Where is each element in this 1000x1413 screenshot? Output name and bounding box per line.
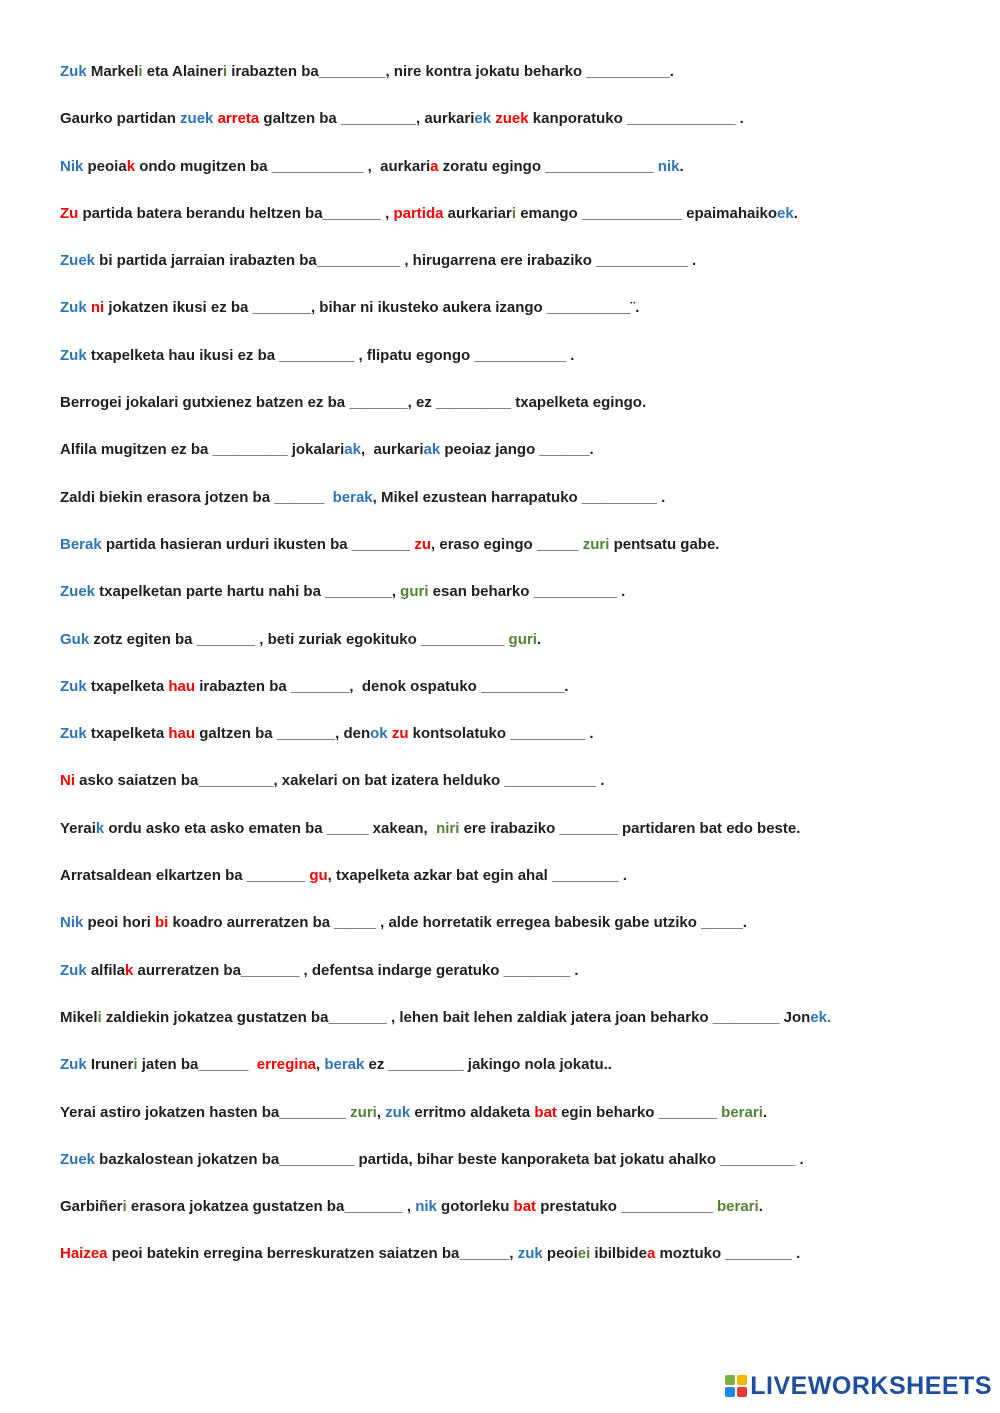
sentence-segment: Berak (60, 535, 102, 553)
sentence-segment: erasora jokatzea gustatzen ba_______ , (126, 1198, 416, 1216)
sentence-segment: Arratsaldean elkartzen ba _______ (60, 867, 310, 885)
sentence-segment: berari (717, 1198, 759, 1216)
sentence-segment: , (315, 1056, 325, 1074)
sentence-segment: txapelketa (86, 725, 169, 743)
sentence-segment: , txapelketa azkar bat egin ahal ________ . (327, 867, 627, 885)
sentence-segment: nik (657, 157, 680, 175)
sentence-segment: ei (577, 1245, 591, 1263)
sentence-segment: Iruner (86, 1056, 134, 1074)
sentence-segment: , (376, 1103, 386, 1121)
sentence-segment: eta Alainer (142, 63, 223, 80)
sentence-segment: Nik (60, 914, 84, 932)
sentence-segment: Guk (60, 630, 90, 648)
sentence-segment: txapelketa hau ikusi ez ba _________ , flipatu egongo ___________ . (86, 346, 575, 364)
sentence-segment: zoratu egingo _____________ (438, 157, 658, 175)
sentence-segment: egin beharko _______ (556, 1103, 722, 1121)
sentence-segment: ni (90, 299, 105, 317)
sentence-segment: peoi batekin erregina berreskuratzen saiatzen ba______, (107, 1245, 518, 1263)
sentence-segment: Ni (60, 772, 75, 790)
sentence-segment: Garbiñer (60, 1198, 123, 1216)
sentence-segment: peoiaz jango ______. (440, 441, 594, 459)
logo-icon-square (725, 1387, 735, 1397)
sentence-segment: . (762, 1103, 768, 1121)
sentence-segment: ez _________ jakingo nola jokatu.. (364, 1056, 612, 1074)
sentence-segment: zuek (495, 110, 529, 128)
sentence-segment: zu (414, 535, 432, 553)
sentence-line (60, 1197, 960, 1244)
sentence-segment: Nik (60, 157, 84, 175)
sentence-segment: Yerai astiro jokatzen hasten ba________ (60, 1103, 351, 1121)
sentence-line (60, 1055, 960, 1102)
sentence-line (60, 393, 960, 440)
sentence-segment: bazkalostean jokatzen ba_________ partida, bihar beste kanporaketa bat jokatu ahalko _________ . (95, 1150, 804, 1168)
sentence-segment: erregina (256, 1056, 316, 1074)
sentence-line (60, 819, 960, 866)
sentence-segment: i (222, 63, 228, 80)
sentence-segment: ok (370, 725, 388, 743)
sentence-segment: zotz egiten ba _______ , beti zuriak egokituko __________ (89, 630, 509, 648)
sentence-segment: Yerai (60, 819, 96, 837)
sentence-line (60, 1008, 960, 1055)
sentence-segment: zu (391, 725, 409, 743)
sentence-segment: esan beharko __________ . (428, 583, 626, 601)
sentence-segment: Gaurko partidan (60, 110, 181, 128)
sentence-segment: k (126, 157, 136, 175)
logo-icon-square (737, 1387, 747, 1397)
sentence-segment: aurreratzen ba_______ , defentsa indarge geratuko ________ . (133, 961, 579, 979)
sentence-segment: Zaldi biekin erasora jotzen ba ______ (60, 488, 333, 506)
sentence-segment: irabazten ba________, nire kontra jokatu beharko __________. (227, 63, 674, 80)
sentence-segment: zuri (582, 535, 610, 553)
sentence-segment: bat (513, 1198, 537, 1216)
sentence-line (60, 630, 960, 677)
sentence-segment: gotorleku (436, 1198, 514, 1216)
sentence-segment: berari (721, 1103, 763, 1121)
sentence-segment: Zuek (60, 583, 96, 601)
sentence-segment: guri (400, 583, 429, 601)
sentence-line (60, 1244, 960, 1291)
sentence-segment: Zuk (60, 725, 87, 743)
sentence-segment: Berrogei jokalari gutxienez batzen ez ba _______, ez _________ txapelketa egingo. (60, 394, 647, 412)
sentence-segment: irabazten ba _______, denok ospatuko __________. (195, 677, 569, 695)
sentence-segment: , aurkari (360, 441, 424, 459)
sentence-line (60, 62, 960, 109)
sentence-segment: Zuek (60, 1150, 96, 1168)
sentence-segment: a (646, 1245, 656, 1263)
sentence-segment: Zuk (60, 63, 87, 80)
sentence-segment: Zuk (60, 961, 87, 979)
sentence-line (60, 1150, 960, 1197)
sentence-segment: erritmo aldaketa (410, 1103, 535, 1121)
sentence-segment: arreta (217, 110, 260, 128)
sentence-segment: Zuk (60, 299, 87, 317)
sentence-segment: ere irabaziko _______ partidaren bat edo beste. (459, 819, 801, 837)
sentence-segment: aurkariar (443, 204, 512, 222)
sentence-line (60, 913, 960, 960)
sentence-segment: asko saiatzen ba_________, xakelari on bat izatera helduko ___________ . (75, 772, 605, 790)
sentence-segment: moztuko ________ . (655, 1245, 801, 1263)
sentence-segment: k (95, 819, 105, 837)
sentence-segment: Zuk (60, 1056, 87, 1074)
sentence-line (60, 488, 960, 535)
sentence-line (60, 582, 960, 629)
sentence-line (60, 204, 960, 251)
sentence-segment: txapelketa (86, 677, 169, 695)
sentence-segment: galtzen ba _______, den (195, 725, 371, 743)
sentence-segment: zuri (350, 1103, 377, 1121)
sentence-segment: berak (324, 1056, 365, 1074)
sentence-segment: Zuk (60, 346, 87, 364)
sentence-segment: partida hasieran urduri ikusten ba _______ (101, 535, 415, 553)
sentence-line (60, 251, 960, 298)
sentence-segment: txapelketan parte hartu nahi ba ________, (95, 583, 401, 601)
sentence-segment: i (133, 1056, 138, 1074)
sentence-line (60, 771, 960, 818)
sentence-segment: . (679, 157, 684, 175)
sentence-segment: zuek (180, 110, 214, 128)
sentence-segment: Zuk (60, 677, 87, 695)
sentence-line (60, 961, 960, 1008)
sentence-segment: . (758, 1198, 763, 1216)
sentence-line (60, 677, 960, 724)
sentence-segment: peoi hori (83, 914, 156, 932)
sentence-segment: zuk (385, 1103, 411, 1121)
sentence-segment: ordu asko eta asko ematen ba _____ xakean, (104, 819, 437, 837)
sentence-segment: Markel (86, 63, 139, 80)
sentence-line (60, 440, 960, 487)
sentence-segment: , Mikel ezustean harrapatuko _________ . (372, 488, 666, 506)
sentence-segment: bi partida jarraian irabazten ba__________ , hirugarrena ere irabaziko ___________ . (95, 252, 697, 270)
sentence-segment: pentsatu gabe. (609, 535, 720, 553)
sentence-segment: partida (393, 204, 444, 222)
sentence-segment: prestatuko ___________ (536, 1198, 717, 1216)
sentence-segment: i (138, 63, 143, 80)
sentence-segment: ibilbide (590, 1245, 647, 1263)
sentence-segment: , eraso egingo _____ (431, 535, 583, 553)
sentence-segment: Alfila mugitzen ez ba _________ jokalari (60, 441, 345, 459)
sentence-segment: Zuek (60, 252, 96, 270)
sentence-segment: zaldiekin jokatzea gustatzen ba_______ , lehen bait lehen zaldiak jatera joan beharko ________ Jon (101, 1008, 811, 1026)
sentence-segment: nik (415, 1198, 437, 1216)
sentence-line (60, 535, 960, 582)
sentence-segment: kontsolatuko _________ . (408, 725, 594, 743)
sentence-line (60, 346, 960, 393)
sentence-segment: k (125, 961, 134, 979)
sentence-line (60, 1103, 960, 1150)
sentence-segment: alfila (86, 961, 126, 979)
sentence-segment: jokatzen ikusi ez ba _______, bihar ni ikusteko aukera izango __________¨. (104, 299, 640, 317)
logo-icon-square (725, 1375, 735, 1385)
sentence-segment: . (793, 204, 798, 222)
sentence-segment: i (97, 1008, 102, 1026)
sentence-segment: guri (508, 630, 537, 648)
sentence-segment: bi (155, 914, 169, 932)
sentence-segment: ondo mugitzen ba ___________ , aurkari (135, 157, 431, 175)
sentence-segment: ak (344, 441, 361, 459)
liveworksheets-logo[interactable] (725, 1369, 992, 1403)
sentence-segment: gu (309, 867, 328, 885)
sentence-line (60, 298, 960, 345)
sentence-segment: bat (534, 1103, 557, 1121)
sentence-segment: emango ____________ epaimahaiko (516, 204, 778, 222)
logo-text: LIVEWORKSHEETS (750, 1371, 992, 1400)
liveworksheets-logo-icon (725, 1375, 747, 1397)
sentence-segment: ek (777, 204, 794, 222)
sentence-segment: partida batera berandu heltzen ba_______ , (78, 204, 394, 222)
sentence-segment: ek. (810, 1008, 832, 1026)
sentence-segment: peoia (83, 157, 127, 175)
sentence-segment: . (536, 630, 542, 648)
sentence-segment: niri (436, 819, 460, 837)
sentence-segment: a (430, 157, 439, 175)
sentence-segment: hau (168, 725, 196, 743)
sentence-segment: Mikel (60, 1008, 98, 1026)
sentence-segment: i (511, 204, 517, 222)
sentence-segment: jaten ba______ (137, 1056, 257, 1074)
sentence-segment: peoi (542, 1245, 578, 1263)
sentence-line (60, 109, 960, 156)
sentence-segment: galtzen ba _________, aurkari (259, 110, 475, 128)
logo-icon-square (737, 1375, 747, 1385)
sentence-segment: ak (423, 441, 441, 459)
sentence-line (60, 157, 960, 204)
sentence-segment: ek (474, 110, 492, 128)
sentence-segment: hau (168, 677, 196, 695)
sentence-segment: Zu (60, 204, 79, 222)
sentence-line (60, 724, 960, 771)
sentence-segment: i (122, 1198, 127, 1216)
worksheet (60, 62, 960, 1292)
sentence-segment: berak (332, 488, 373, 506)
sentence-segment: Haizea (60, 1245, 108, 1263)
sentence-segment: koadro aurreratzen ba _____ , alde horretatik erregea babesik gabe utziko _____. (168, 914, 747, 932)
sentence-segment: kanporatuko _____________ . (528, 110, 744, 128)
sentence-line (60, 866, 960, 913)
sentence-segment: zuk (517, 1245, 543, 1263)
